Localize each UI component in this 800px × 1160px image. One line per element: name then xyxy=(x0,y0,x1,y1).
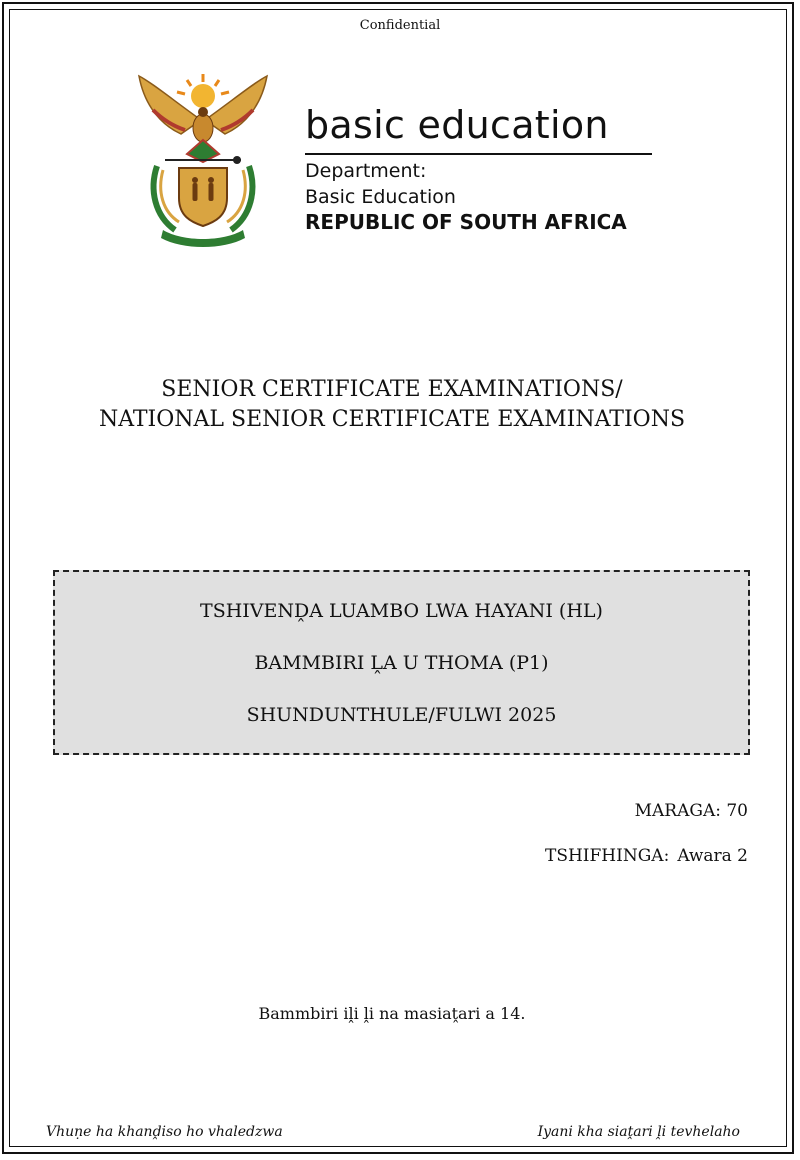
brand-divider xyxy=(305,153,652,155)
time-label: TSHIFHINGA: xyxy=(544,846,670,866)
subject-box xyxy=(53,570,750,755)
exam-session: SHUNDUNTHULE/FULWI 2025 xyxy=(246,704,557,726)
turn-over-footer: Iyani kha siaṱari ḽi tevhelaho xyxy=(537,1124,740,1140)
sun-icon xyxy=(177,74,229,108)
time-allowed xyxy=(545,846,748,866)
protea-icon xyxy=(187,140,219,162)
department-label: Department: xyxy=(305,160,427,182)
secretary-bird-icon xyxy=(193,107,213,142)
time-value: Awara 2 xyxy=(677,846,748,866)
department-brand-title: basic education xyxy=(305,103,609,147)
confidential-label: Confidential xyxy=(359,18,441,33)
exam-heading-line1: SENIOR CERTIFICATE EXAMINATIONS/ xyxy=(161,377,623,402)
page-count-note: Bammbiri iḽi ḽi na masiaṱari a 14. xyxy=(258,1004,526,1023)
exam-heading-line2: NATIONAL SENIOR CERTIFICATE EXAMINATIONS xyxy=(98,407,686,432)
subject-title: TSHIVENḒA LUAMBO LWA HAYANI (HL) xyxy=(200,600,603,622)
shield-icon xyxy=(179,168,227,226)
copyright-footer: Vhuṇe ha khanḓiso ho vhaledzwa xyxy=(46,1124,283,1140)
motto-ribbon xyxy=(161,230,245,247)
coat-of-arms-logo xyxy=(133,70,273,250)
paper-number: BAMMBIRI ḼA U THOMA (P1) xyxy=(254,652,549,674)
marks-total: MARAGA: 70 xyxy=(634,801,748,821)
wheat-wreath-icon xyxy=(154,166,175,230)
department-name: Basic Education xyxy=(305,186,456,208)
country-name: REPUBLIC OF SOUTH AFRICA xyxy=(305,210,627,234)
